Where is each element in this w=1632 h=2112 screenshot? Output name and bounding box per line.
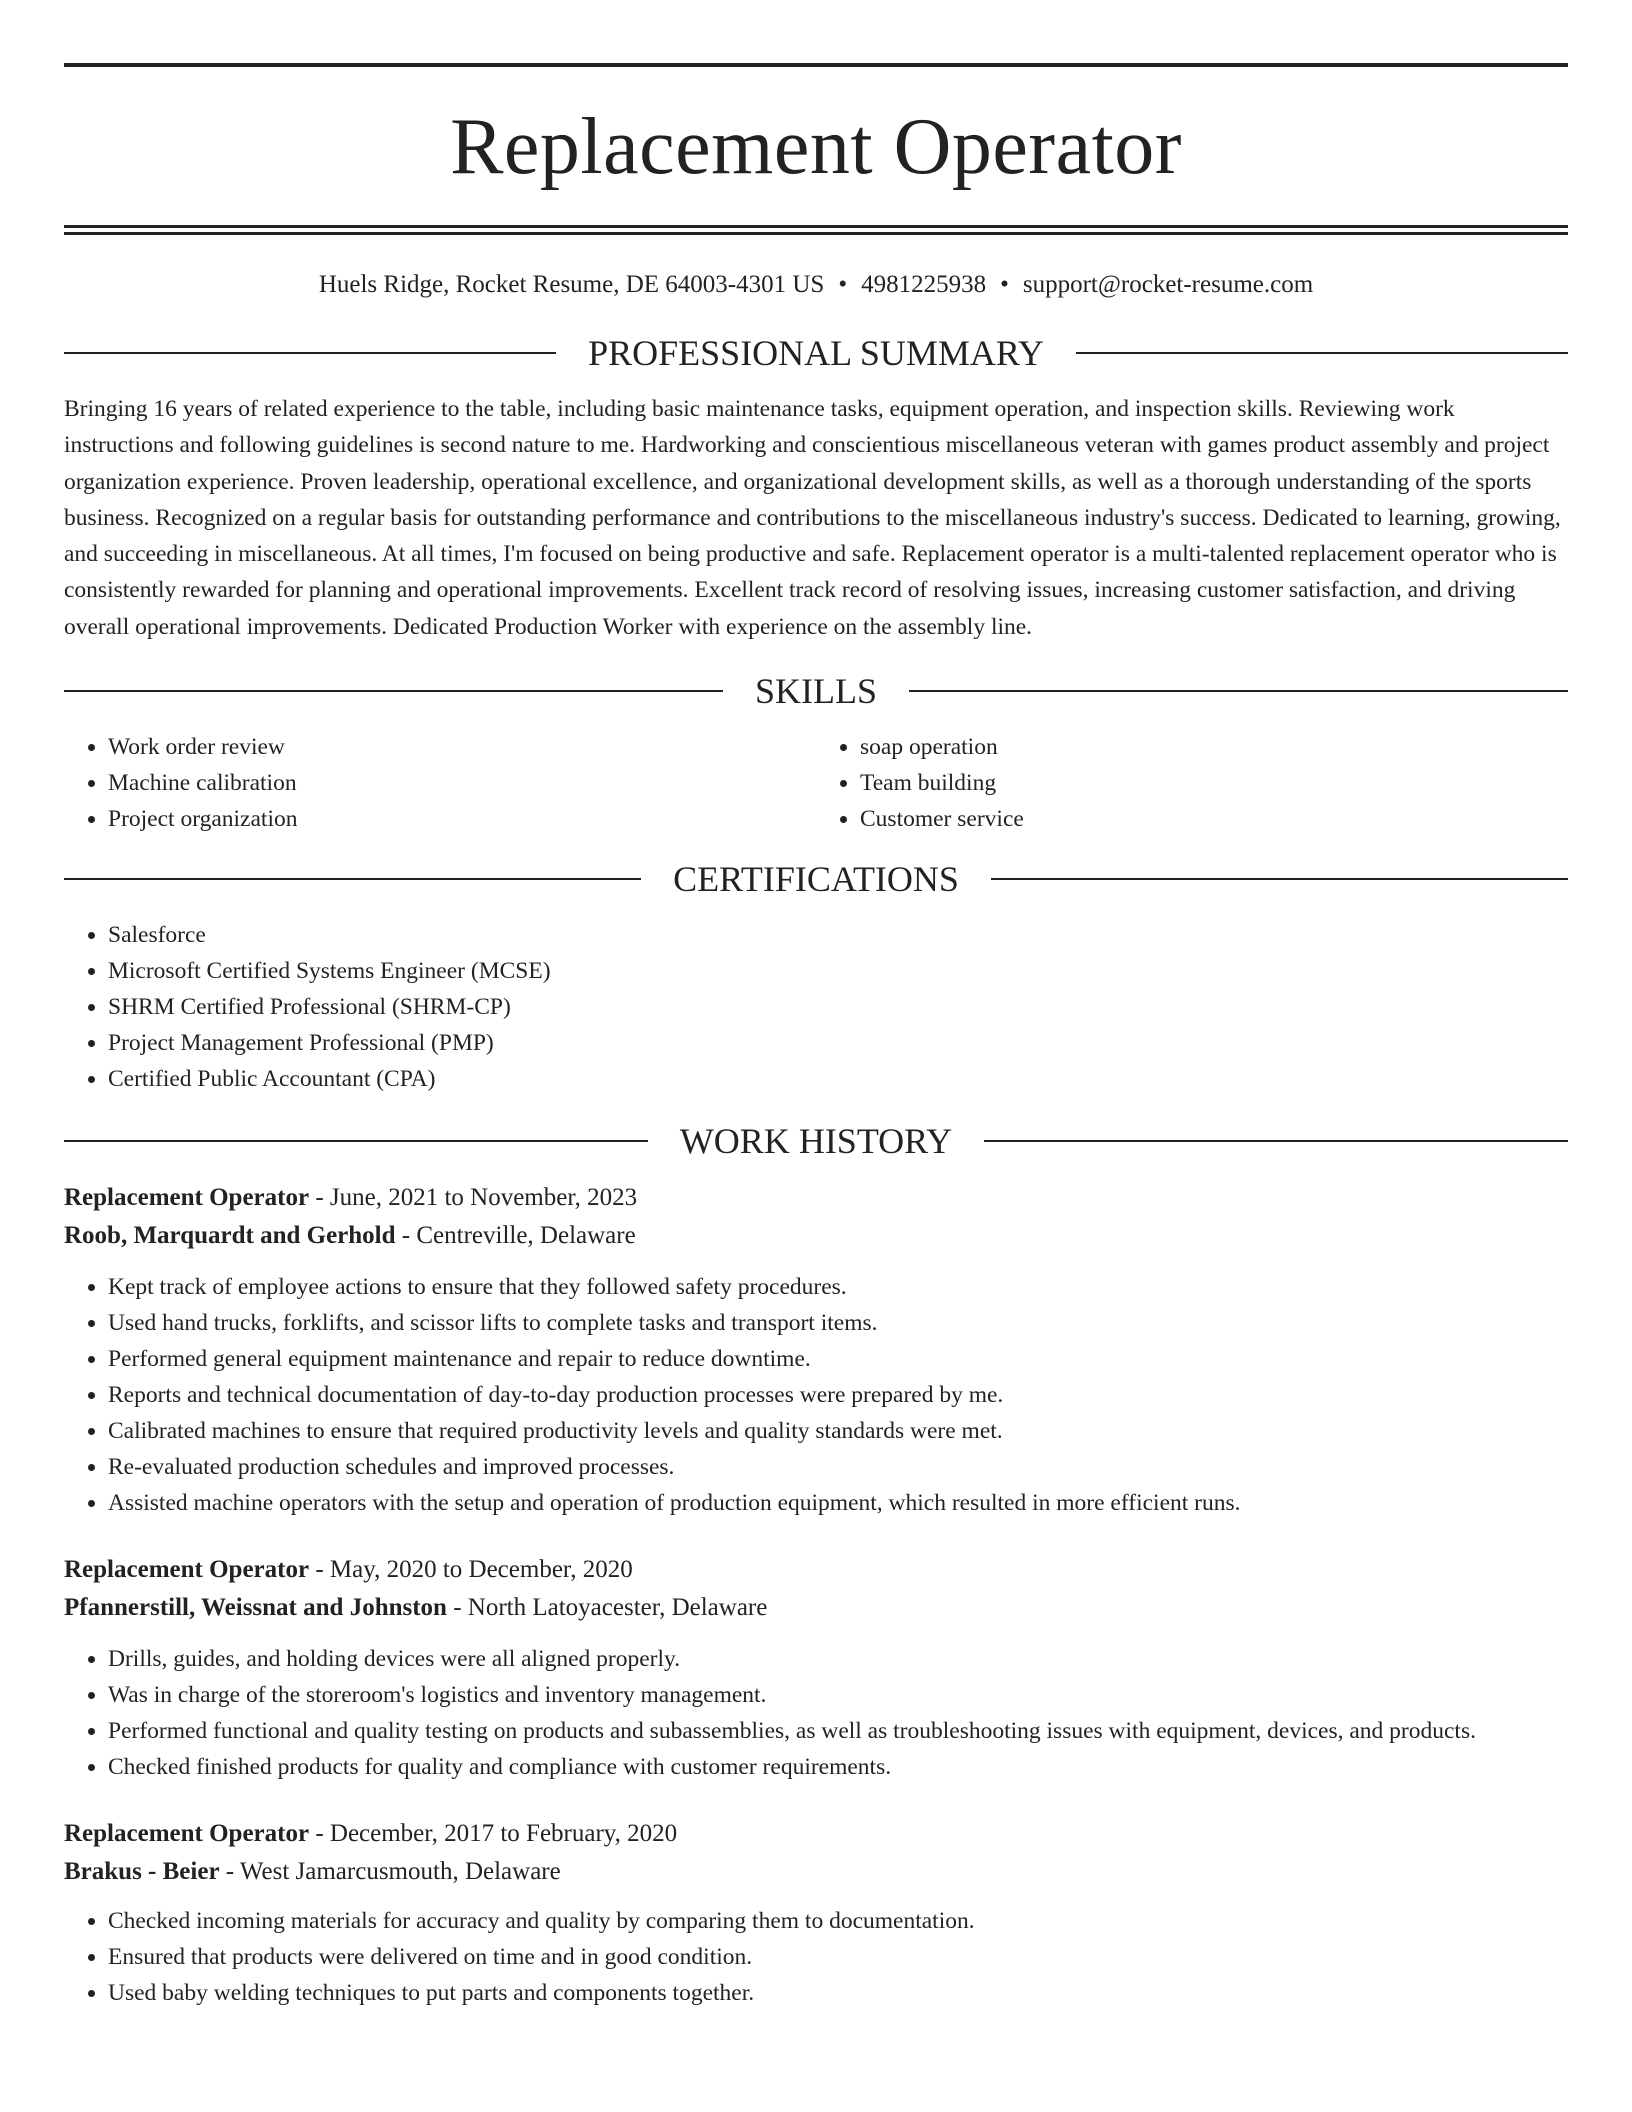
header-top-rule [64,63,1568,67]
job-bullet: • Checked incoming materials for accuracy and quality by comparing them to documentation. [108,1903,1568,1939]
job-bullets [64,1903,1568,2011]
skills-column-right [816,729,1568,837]
section-title-skills: SKILLS [755,671,878,712]
contact-phone: 4981225938 [861,271,987,298]
job-bullet: • Re-evaluated production schedules and improved processes. [108,1449,1568,1485]
skill-item: • Machine calibration [108,765,816,801]
job-location: - West Jamarcusmouth, Delaware [219,1858,561,1886]
job-company: Pfannerstill, Weissnat and Johnston [64,1594,447,1622]
job-location: - North Latoyacester, Delaware [446,1594,768,1622]
resume-page [64,63,1568,2011]
job-company: Brakus - Beier [64,1858,220,1886]
job-title: Replacement Operator [64,1820,310,1848]
skills-list [64,729,1568,837]
certifications-list [64,917,1568,1097]
header-double-rule [64,225,1568,235]
job-bullet: • Calibrated machines to ensure that required productivity levels and quality standards were met. [108,1413,1568,1449]
skills-column-left [64,729,816,837]
skill-item: • Work order review [108,729,816,765]
job-company-line [64,1217,1568,1255]
certification-item: • SHRM Certified Professional (SHRM-CP) [108,989,1568,1025]
certification-item: • Salesforce [108,917,1568,953]
job-title-line [64,1179,1568,1217]
job-dates: - June, 2021 to November, 2023 [309,1184,638,1212]
certification-item: • Microsoft Certified Systems Engineer (MCSE) [108,953,1568,989]
job-bullet: • Kept track of employee actions to ensure that they followed safety procedures. [108,1269,1568,1305]
section-divider [64,690,723,692]
job-bullet: • Ensured that products were delivered on time and in good condition. [108,1939,1568,1975]
skill-item: • soap operation [860,729,1568,765]
section-header-summary [64,331,1568,375]
section-divider [64,1140,648,1142]
job-bullet: • Used baby welding techniques to put parts and components together. [108,1975,1568,2011]
job-bullet: • Performed general equipment maintenance and repair to reduce downtime. [108,1341,1568,1377]
job-location: - Centreville, Delaware [395,1222,636,1250]
job-dates: - May, 2020 to December, 2020 [309,1556,633,1584]
job-title: Replacement Operator [64,1556,310,1584]
contact-separator: • [838,271,848,298]
certification-item: • Certified Public Accountant (CPA) [108,1061,1568,1097]
job-bullet: • Performed functional and quality testing on products and subassemblies, as well as troubleshooting issues with equipment, devices, and products. [108,1713,1568,1749]
section-header-skills [64,669,1568,713]
section-divider [64,878,641,880]
section-divider [64,352,556,354]
contact-email: support@rocket-resume.com [1022,271,1314,298]
job-entry [64,1179,1568,1521]
job-bullets [64,1641,1568,1785]
job-company-line [64,1853,1568,1891]
section-divider [909,690,1568,692]
section-title-work-history: WORK HISTORY [679,1121,953,1162]
page-title: Replacement Operator [450,103,1182,191]
contact-address: Huels Ridge, Rocket Resume, DE 64003-4301 US [318,271,825,298]
contact-line [64,269,1568,301]
section-divider [991,878,1568,880]
skill-item: • Team building [860,765,1568,801]
summary-paragraph: Bringing 16 years of related experience to the table, including basic maintenance tasks, equipment operation, and inspection skills. Reviewing work instructions and following guidelines is second nature to me. Hardworking and conscientious miscellaneous veteran with games product assembly and project organization experience. Proven leadership, operational excellence, and organizational development skills, as well as a thorough understanding of the sports business. Recognized on a regular basis for outstanding performance and contributions to the miscellaneous industry's success. Dedicated to learning, growing, and succeeding in miscellaneous. At all times, I'm focused on being productive and safe. Replacement operator is a multi-talented replacement operator who is consistently rewarded for planning and operational improvements. Excellent track record of resolving issues, increasing customer satisfaction, and driving overall operational improvements. Dedicated Production Worker with experience on the assembly line. [64,396,1561,640]
job-entry [64,1815,1568,2011]
skill-item: • Project organization [108,801,816,837]
job-bullet: • Reports and technical documentation of day-to-day production processes were prepared by me. [108,1377,1568,1413]
section-divider [1076,352,1568,354]
section-title-certifications: CERTIFICATIONS [673,859,959,900]
job-title-line [64,1551,1568,1589]
section-title-summary: PROFESSIONAL SUMMARY [588,333,1044,373]
section-divider [984,1140,1568,1142]
job-title-line [64,1815,1568,1853]
job-entry [64,1551,1568,1785]
job-bullets [64,1269,1568,1521]
skill-item: • Customer service [860,801,1568,837]
job-dates: - December, 2017 to February, 2020 [309,1820,678,1848]
job-bullet: • Used hand trucks, forklifts, and scissor lifts to complete tasks and transport items. [108,1305,1568,1341]
job-bullet: • Drills, guides, and holding devices were all aligned properly. [108,1641,1568,1677]
section-header-work-history [64,1119,1568,1163]
contact-separator: • [1000,271,1009,298]
job-bullet: • Assisted machine operators with the setup and operation of production equipment, which resulted in more efficient runs. [108,1485,1568,1521]
job-company-line [64,1589,1568,1627]
job-company: Roob, Marquardt and Gerhold [64,1222,396,1250]
certification-item: • Project Management Professional (PMP) [108,1025,1568,1061]
section-header-certifications [64,857,1568,901]
job-title: Replacement Operator [64,1184,310,1212]
job-bullet: • Was in charge of the storeroom's logistics and inventory management. [108,1677,1568,1713]
job-bullet: • Checked finished products for quality and compliance with customer requirements. [108,1749,1568,1785]
